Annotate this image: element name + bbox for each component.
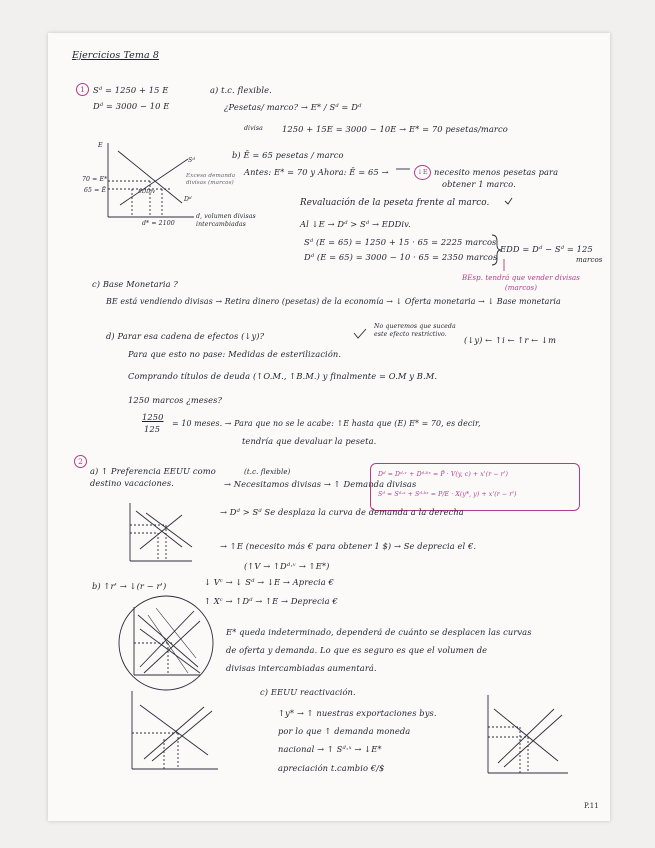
g1-excess-label: Exceso demanda divisas (marcos) xyxy=(186,173,236,186)
ex2-c-line3: nacional → ↑ Sᵈ·ˣ → ↓E* xyxy=(278,744,382,754)
hand-drawn-graphs xyxy=(48,33,610,821)
ex2-c-line2: por lo que ↑ demanda moneda xyxy=(278,726,411,736)
ex2-need-divisas: → Necesitamos divisas → ↑ Demanda divisas xyxy=(224,479,417,489)
part-d-heading: d) Parar esa cadena de efectos (↓y)? xyxy=(106,331,265,341)
ex2-shift-text: → Dᵈ > Sᵈ Se desplaza la curva de demanda a la derecha xyxy=(220,507,464,517)
g3-axes xyxy=(132,691,218,769)
ex2-b-line2: ↑ Xᶜ → ↑Dᵈ → ↑E → Deprecia € xyxy=(204,596,338,606)
formula-supply: Sᵈ = Sᵈ·ˣ + Sᵈ·ᵏˣ = P/E · X(y*, y) + x'(r − r') xyxy=(378,491,517,498)
g1-axes xyxy=(108,143,194,217)
g1-demand-curve xyxy=(118,151,182,203)
ex2-tc-flexible: (t.c. flexible) xyxy=(244,468,291,476)
ex2-b-text2: de oferta y demanda. Lo que es seguro es que el volumen de xyxy=(226,645,488,655)
edd-result: EDD = Dᵈ − Sᵈ = 125 xyxy=(500,244,593,254)
part-d-question: 1250 marcos ¿meses? xyxy=(128,395,223,405)
part-b-heading: b) Ē = 65 pesetas / marco xyxy=(232,150,344,160)
part-d-line3: Comprando títulos de deuda (↑O.M., ↑B.M.) y finalmente = O.M y B.M. xyxy=(128,371,438,381)
demand-at-65: Dᵈ (E = 65) = 3000 − 10 · 65 = 2350 marcos xyxy=(304,252,498,262)
down-e-circle: ↓E xyxy=(414,165,431,180)
ex2-c-line1: ↑y* → ↑ nuestras exportaciones bys. xyxy=(278,708,437,718)
part-b-al: Al ↓E → Dᵈ > Sᵈ → EDDiv. xyxy=(300,219,411,229)
g1-d-axis-label: d, volumen divisas intercambiadas xyxy=(196,213,256,228)
part-d-note: No queremos que suceda este efecto restrictivo. xyxy=(374,323,456,338)
ex2-b-text3: divisas intercambiadas aumentará. xyxy=(226,663,377,673)
fraction-numerator: 1250 xyxy=(142,412,164,422)
part-b-line2: obtener 1 marco. xyxy=(442,179,516,189)
ex2-part-a-heading: a) ↑ Preferencia EEUU como destino vacaciones. xyxy=(90,466,216,488)
supply-equation: Sᵈ = 1250 + 15 E xyxy=(93,85,169,95)
ex2-chain: (↑V → ↑Dᵈ·ᵛ → ↑E*) xyxy=(244,561,330,571)
exercise-2-number: 2 xyxy=(74,455,87,468)
part-d-line2: Para que esto no pase: Medidas de esterilización. xyxy=(128,349,342,359)
part-d-chain: (↓y) ← ↑i ← ↑r ← ↓m xyxy=(464,335,557,345)
g1-demand-label: Dᵈ xyxy=(184,196,192,203)
g1-e-axis-label: E xyxy=(98,142,103,149)
g2-demand-curve-shift xyxy=(146,513,192,547)
part-d-result: = 10 meses. → Para que no se le acabe: ↑E hasta que (E) E* = 70, es decir, xyxy=(172,419,481,428)
ex2-c-line4: apreciación t.cambio €/$ xyxy=(278,763,385,773)
bracket xyxy=(492,235,501,265)
g1-supply-curve xyxy=(120,159,188,205)
part-a-question: ¿Pesetas/ marco? → E* / Sᵈ = Dᵈ xyxy=(224,102,362,112)
g1-e70-label: 70 = E* xyxy=(82,176,108,183)
edd-unit: marcos xyxy=(576,256,603,264)
demand-equation: Dᵈ = 3000 − 10 E xyxy=(93,101,170,111)
g1-supply-label: Sᵈ xyxy=(188,157,195,164)
g2-demand-curve xyxy=(136,511,182,547)
divisa-note: divisa xyxy=(244,125,263,132)
bank-sell-note: BEsp. tendrá que vender divisas (marcos) xyxy=(462,274,580,292)
notebook-page xyxy=(48,33,610,821)
formula-demand: Dᵈ = Dᵈ·ᵛ + Dᵈ·ᵏˣ = P̄ · V(y, c) + x'(r − r') xyxy=(378,471,509,478)
g1-edd-label: EDDiv xyxy=(138,189,156,195)
page-number: P.11 xyxy=(584,802,599,810)
exercise-1-number: 1 xyxy=(76,83,89,96)
ex2-part-b-heading: b) ↑r' → ↓(r − r') xyxy=(92,581,167,591)
page-title: Ejercicios Tema 8 xyxy=(72,50,160,61)
g2-supply-curve xyxy=(140,515,182,549)
part-c-line: BE está vendiendo divisas → Retira dinero (pesetas) de la economía → ↓ Oferta monetaria → ↓ Base monetaria xyxy=(106,297,561,306)
check-mark xyxy=(505,198,512,204)
part-a-heading: a) t.c. flexible. xyxy=(210,85,272,95)
g1-e65-label: 65 = Ē xyxy=(84,187,107,194)
ex2-depreciation: → ↑E (necesito más € para obtener 1 $) → Se deprecia el €. xyxy=(220,541,477,551)
supply-at-65: Sᵈ (E = 65) = 1250 + 15 · 65 = 2225 marcos xyxy=(304,237,497,247)
revaluation-text: Revaluación de la peseta frente al marco. xyxy=(300,198,490,208)
part-c-heading: c) Base Monetaria ? xyxy=(92,279,178,289)
ex2-b-line1: ↓ Vᶜ → ↓ Sᵈ → ↓E → Aprecia € xyxy=(204,577,334,587)
part-d-result2: tendría que devaluar la peseta. xyxy=(242,436,377,446)
ex2-b-text1: E* queda indeterminado, dependerá de cuánto se desplacen las curvas xyxy=(226,627,532,637)
part-a-solution: 1250 + 15E = 3000 − 10E → E* = 70 pesetas/marco xyxy=(282,124,508,134)
part-b-line1b: necesito menos pesetas para xyxy=(434,167,559,177)
part-b-line1: Antes: E* = 70 y Ahora: Ē = 65 → xyxy=(244,167,389,177)
g1-d2100-label: d* = 2100 xyxy=(142,220,175,227)
ex2-part-c-heading: c) EEUU reactivación. xyxy=(260,687,356,697)
fraction-denominator: 125 xyxy=(144,424,161,434)
